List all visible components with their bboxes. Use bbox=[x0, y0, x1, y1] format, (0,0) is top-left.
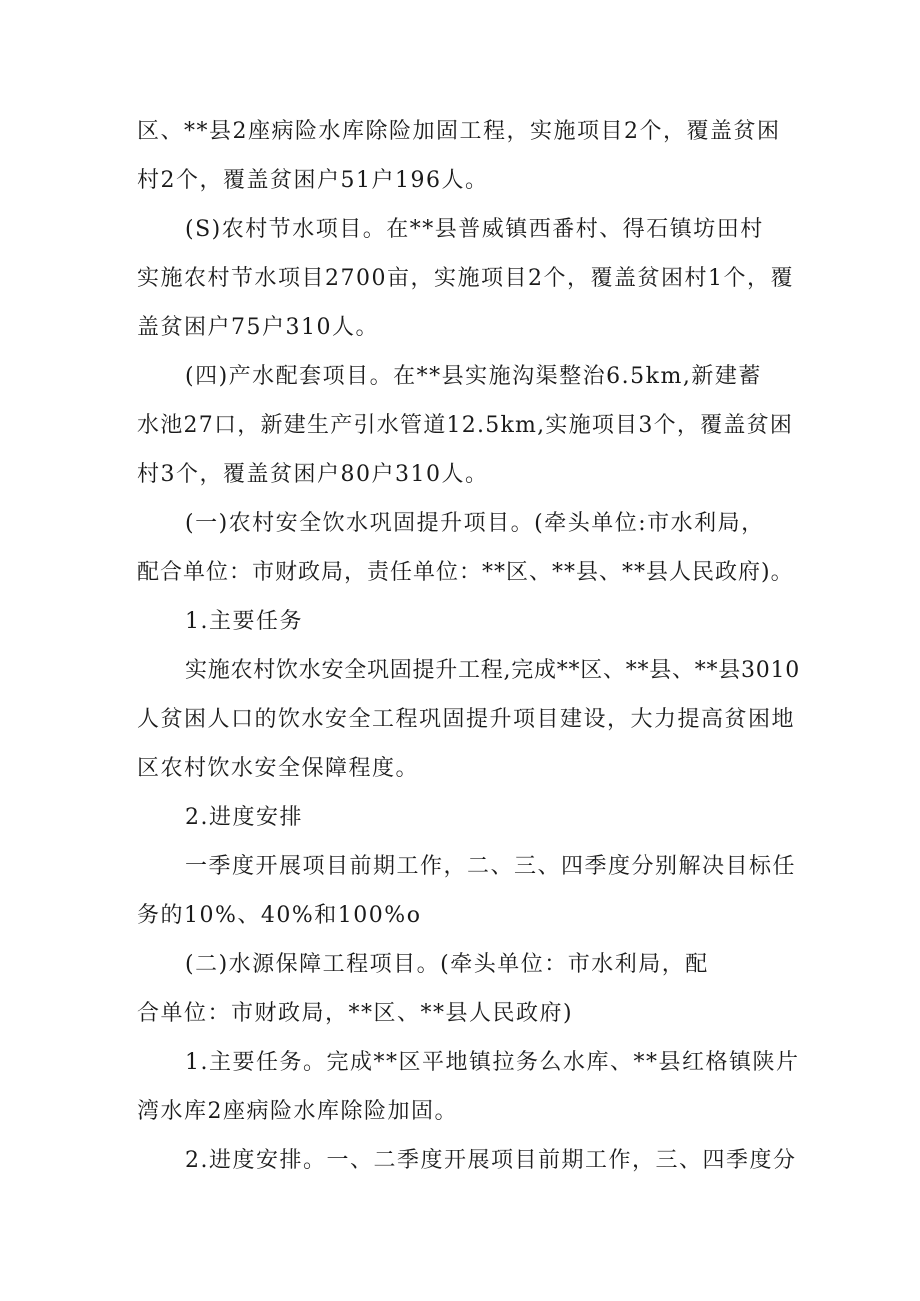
text-line-17: 务的10%、40%和100%o bbox=[137, 903, 422, 928]
section-heading-schedule: 2.进度安排 bbox=[185, 805, 303, 830]
text-line-5: 盖贫困户75户310人。 bbox=[137, 315, 379, 340]
text-line-2: 村2个，覆盖贫困户51户196人。 bbox=[137, 168, 489, 193]
text-line-1: 区、**县2座病险水库除险加固工程，实施项目2个，覆盖贫困 bbox=[137, 119, 781, 144]
section-heading-main-task: 1.主要任务 bbox=[185, 609, 303, 634]
text-line-9: (一)农村安全饮水巩固提升项目。(牵头单位:市水利局， bbox=[185, 511, 765, 536]
text-line-19: 合单位：市财政局，**区、**县人民政府) bbox=[137, 1001, 574, 1026]
text-line-18: (二)水源保障工程项目。(牵头单位：市水利局，配 bbox=[185, 952, 709, 977]
text-line-14: 区农村饮水安全保障程度。 bbox=[137, 756, 420, 781]
text-line-20: 1.主要任务。完成**区平地镇拉务么水库、**县红格镇陕片 bbox=[185, 1050, 800, 1075]
text-line-21: 湾水库2座病险水库除险加固。 bbox=[137, 1099, 458, 1124]
text-line-8: 村3个，覆盖贫困户80户310人。 bbox=[137, 462, 489, 487]
text-line-13: 人贫困人口的饮水安全工程巩固提升项目建设，大力提高贫困地 bbox=[137, 707, 796, 732]
text-line-3: (S)农村节水项目。在**县普威镇西番村、得石镇坊田村 bbox=[185, 217, 764, 242]
text-line-6: (四)产水配套项目。在**县实施沟渠整治6.5km,新建蓄 bbox=[185, 364, 762, 389]
text-line-7: 水池27口，新建生产引水管道12.5km,实施项目3个，覆盖贫困 bbox=[137, 413, 794, 438]
text-line-16: 一季度开展项目前期工作，二、三、四季度分别解决目标任 bbox=[185, 854, 797, 879]
text-line-22: 2.进度安排。一、二季度开展项目前期工作，三、四季度分 bbox=[185, 1148, 797, 1173]
text-line-4: 实施农村节水项目2700亩，实施项目2个，覆盖贫困村1个，覆 bbox=[137, 266, 794, 291]
text-line-10: 配合单位：市财政局，责任单位：**区、**县、**县人民政府)。 bbox=[137, 560, 794, 585]
text-line-12: 实施农村饮水安全巩固提升工程,完成**区、**县、**县3010 bbox=[185, 658, 800, 683]
